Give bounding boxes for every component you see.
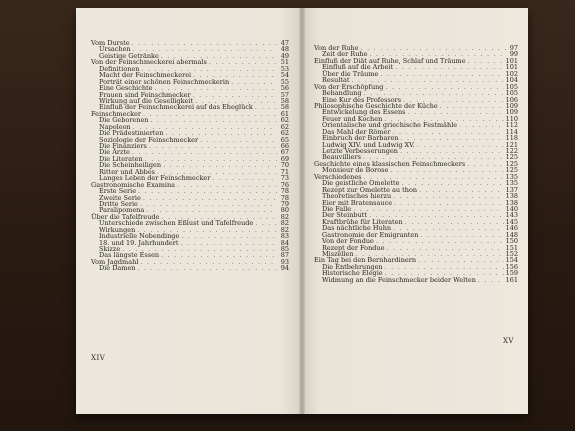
- toc-entry-title: Wirkungen: [99, 225, 136, 234]
- toc-entry-page: 93: [280, 257, 289, 266]
- toc-entry-page: 66: [280, 142, 289, 150]
- toc-entry-page: 143: [505, 211, 518, 220]
- toc-entry-title: Geistige Getränke: [99, 51, 159, 60]
- toc-entry-page: 79: [280, 199, 289, 208]
- left-page: [76, 8, 302, 414]
- page-number-right: XV: [502, 337, 514, 345]
- toc-entry-title: Die Ärzte: [99, 148, 130, 157]
- toc-entry-page: 154: [505, 256, 518, 265]
- toc-entry-page: 47: [280, 39, 289, 47]
- toc-entry-title: Napoleon: [99, 122, 131, 131]
- toc-entry-page: 87: [280, 251, 289, 260]
- toc-entry-page: 138: [505, 198, 518, 207]
- toc-entry-page: 109: [505, 101, 518, 110]
- toc-entry-page: 49: [280, 51, 289, 60]
- toc-entry-title: Erste Serie: [99, 187, 137, 196]
- toc-entry-page: 54: [280, 71, 289, 80]
- toc-entry-page: 62: [280, 116, 289, 125]
- toc-entry-title: Monsieur de Borose: [322, 166, 389, 175]
- toc-entry-title: Gastronomische Examina: [91, 180, 176, 189]
- toc-entry-title: Der Steinbutt: [322, 211, 367, 220]
- toc-entry-title: Die Prädestinierten: [99, 129, 164, 138]
- toc-entry-page: 109: [505, 108, 518, 117]
- toc-entry-page: 99: [509, 50, 518, 59]
- open-book: [76, 8, 528, 414]
- toc-entry-page: 83: [280, 232, 289, 241]
- toc-entry-page: 137: [505, 185, 518, 194]
- toc-entry: [314, 277, 518, 283]
- toc-entry-title: Über die Träume: [322, 69, 379, 78]
- toc-entry-page: 112: [505, 121, 518, 130]
- toc-entry-page: 65: [280, 135, 289, 144]
- toc-entry-page: 106: [505, 95, 518, 104]
- toc-entry-page: 140: [505, 204, 518, 213]
- toc-entry-title: Die Geborenen: [99, 116, 149, 125]
- toc-entry-title: Gastronomie der Emigranten: [322, 230, 419, 239]
- toc-entry-page: 97: [509, 44, 518, 52]
- toc-entry-page: 62: [280, 129, 289, 138]
- toc-entry-page: 53: [280, 64, 289, 73]
- toc-entry-title: Ursachen: [99, 45, 131, 54]
- toc-entry-title: Ein Tag bei den Bernhardinern: [314, 256, 417, 265]
- toc-entry-title: Die geistliche Omelette: [322, 179, 400, 188]
- toc-entry-title: Ritter und Abbés: [99, 167, 156, 176]
- toc-entry-title: Miszellen: [322, 250, 354, 258]
- toc-entry-page: 148: [505, 230, 518, 239]
- book-gutter: [299, 8, 305, 414]
- toc-entry-title: Die Falle: [322, 204, 352, 213]
- dot-leader: [478, 277, 504, 283]
- toc-entry-title: Feuer und Kochen: [322, 114, 383, 123]
- right-page: [302, 8, 528, 414]
- table-of-contents-right: [314, 45, 518, 283]
- toc-entry-title: Eier mit Bratensauce: [322, 198, 393, 207]
- toc-entry-page: 82: [280, 212, 289, 221]
- toc-entry-title: Einfluß der Feinschmeckerei auf das Eheglück: [99, 103, 253, 112]
- toc-entry-title: Paralipomena: [99, 206, 145, 215]
- toc-entry-title: Eine Kur des Professors: [322, 95, 402, 104]
- toc-entry-page: 71: [280, 167, 289, 176]
- toc-entry-title: Ludwig XIV. und Ludwig XV.: [322, 140, 415, 149]
- toc-entry-page: 78: [280, 187, 289, 196]
- toc-entry-page: 94: [280, 264, 289, 273]
- toc-entry-title: Das längste Essen: [99, 251, 160, 260]
- toc-entry-page: 82: [280, 219, 289, 228]
- toc-entry-title: Zeit der Ruhe: [322, 50, 368, 59]
- toc-entry-title: Skizze: [99, 245, 121, 253]
- toc-entry-page: 62: [280, 122, 289, 131]
- toc-entry-page: 156: [505, 262, 518, 271]
- toc-entry-title: Vom Jagdmahl: [91, 257, 139, 266]
- toc-entry-title: Feinschmecker: [91, 109, 141, 118]
- toc-entry-page: 122: [505, 147, 518, 155]
- toc-entry-page: 138: [505, 192, 518, 201]
- toc-entry-page: 125: [505, 153, 518, 162]
- toc-entry-page: 105: [505, 89, 518, 98]
- toc-entry-title: Entwickelung des Essens: [322, 108, 406, 117]
- toc-entry-title: Von der Fondue: [322, 237, 374, 246]
- toc-entry-title: Einfluß auf die Arbeit: [322, 63, 394, 72]
- toc-entry-title: Einbruch der Barbaren: [322, 134, 399, 143]
- toc-entry-page: 73: [280, 174, 289, 183]
- toc-entry-title: Die Finanziers: [99, 142, 147, 150]
- toc-entry-page: 67: [280, 148, 289, 157]
- toc-entry-title: Das Mahl der Römer: [322, 127, 391, 136]
- toc-entry-page: 56: [280, 84, 289, 93]
- toc-entry-title: Definitionen: [99, 64, 140, 73]
- toc-entry-title: Letzte Verbesserungen: [322, 147, 398, 155]
- toc-entry-page: 161: [505, 275, 518, 284]
- toc-entry-title: Von der Feinschmeckerei abermals: [91, 58, 207, 67]
- dot-leader: [138, 265, 278, 271]
- toc-entry-page: 82: [280, 225, 289, 234]
- toc-entry-page: 84: [280, 238, 289, 247]
- toc-entry-page: 51: [280, 58, 289, 67]
- toc-entry-page: 146: [505, 224, 518, 233]
- toc-entry: [91, 265, 289, 271]
- toc-entry-page: 135: [505, 179, 518, 188]
- toc-entry-page: 85: [280, 245, 289, 253]
- toc-entry-title: Vom Durste: [91, 39, 130, 47]
- toc-entry-page: 70: [280, 161, 289, 170]
- toc-entry-page: 58: [280, 96, 289, 105]
- toc-entry-title: 18. und 19. Jahrhundert: [99, 238, 179, 247]
- toc-entry-title: Philosophische Geschichte der Küche: [314, 101, 438, 110]
- toc-entry-title: Theoretisches hierzu: [322, 192, 392, 201]
- toc-entry-page: 110: [505, 114, 518, 123]
- toc-entry-title: Porträt einer schönen Feinschmeckerin: [99, 77, 230, 86]
- toc-entry-title: Geschichte eines klassischen Feinschmeckers: [314, 159, 466, 168]
- toc-entry-title: Industrielle Nebendinge: [99, 232, 180, 241]
- toc-entry-title: Macht der Feinschmeckerei: [99, 71, 192, 80]
- toc-entry-title: Resultat: [322, 76, 350, 85]
- toc-entry-title: Kraftbrühe für Literaten: [322, 217, 403, 226]
- toc-entry-title: Orientalische und griechische Festmähle: [322, 121, 458, 130]
- toc-entry-title: Beauvilliers: [322, 153, 361, 162]
- toc-entry-page: 80: [280, 206, 289, 215]
- toc-entry-page: 76: [280, 180, 289, 189]
- toc-entry-title: Das nächtliche Huhn: [322, 224, 392, 233]
- toc-entry-page: 152: [505, 250, 518, 258]
- toc-entry-page: 48: [280, 45, 289, 54]
- toc-entry-page: 58: [280, 103, 289, 112]
- table-of-contents-left: [91, 40, 289, 272]
- toc-entry-title: Einfluß der Diät auf Ruhe, Schlaf und Träume: [314, 56, 466, 65]
- toc-entry-title: Langes Leben der Feinschmecker: [99, 174, 211, 183]
- toc-entry-page: 118: [505, 134, 518, 143]
- toc-entry-title: Historische Elegie: [322, 269, 383, 278]
- toc-entry-title: Eine Geschichte: [99, 84, 153, 93]
- toc-entry-page: 150: [505, 237, 518, 246]
- toc-entry-page: 159: [505, 269, 518, 278]
- toc-entry-page: 104: [505, 76, 518, 85]
- toc-entry-page: 101: [505, 56, 518, 65]
- toc-entry-title: Behandlung: [322, 89, 362, 98]
- toc-entry-page: 105: [505, 82, 518, 91]
- toc-entry-title: Soziologie der Feinschmecker: [99, 135, 199, 144]
- toc-entry-page: 125: [505, 159, 518, 168]
- toc-entry-title: Rezept zur Omelette au thon: [322, 185, 418, 194]
- toc-entry-title: Von der Erschöpfung: [314, 82, 384, 91]
- toc-entry-page: 135: [505, 172, 518, 181]
- toc-entry-page: 78: [280, 193, 289, 202]
- toc-entry-page: 121: [505, 140, 518, 149]
- toc-entry-title: Über die Tafelfreude: [91, 212, 160, 221]
- toc-entry-title: Widmung an die Feinschmecker beider Welten: [322, 275, 476, 284]
- toc-entry-page: 61: [280, 109, 289, 118]
- toc-entry-page: 57: [280, 90, 289, 99]
- toc-entry-title: Dritte Serie: [99, 199, 138, 208]
- toc-entry-title: Zweite Serie: [99, 193, 141, 202]
- toc-entry-title: Die Scheinheiligen: [99, 161, 162, 170]
- toc-entry-page: 125: [505, 166, 518, 175]
- toc-entry-page: 69: [280, 154, 289, 163]
- toc-entry-page: 114: [505, 127, 518, 136]
- toc-entry-title: Die Literaten: [99, 154, 143, 163]
- toc-entry-page: 55: [280, 77, 289, 86]
- toc-entry-title: Die Entbehrungen: [322, 262, 383, 271]
- toc-entry-page: 102: [505, 69, 518, 78]
- toc-entry-title: Unterschiede zwischen Eßlust und Tafelfreude: [99, 219, 254, 228]
- page-number-left: XIV: [91, 354, 106, 362]
- toc-entry-title: Die Damen: [99, 264, 136, 273]
- toc-entry-title: Wirkung auf die Geselligkeit: [99, 96, 194, 105]
- toc-entry-title: Rezept der Fondue: [322, 243, 385, 252]
- toc-entry-title: Frauen sind Feinschmecker: [99, 90, 191, 99]
- toc-entry-page: 151: [505, 243, 518, 252]
- toc-entry-title: Verschiedenes: [314, 172, 362, 181]
- toc-entry-page: 145: [505, 217, 518, 226]
- toc-entry-title: Von der Ruhe: [314, 44, 359, 52]
- toc-entry-page: 101: [505, 63, 518, 72]
